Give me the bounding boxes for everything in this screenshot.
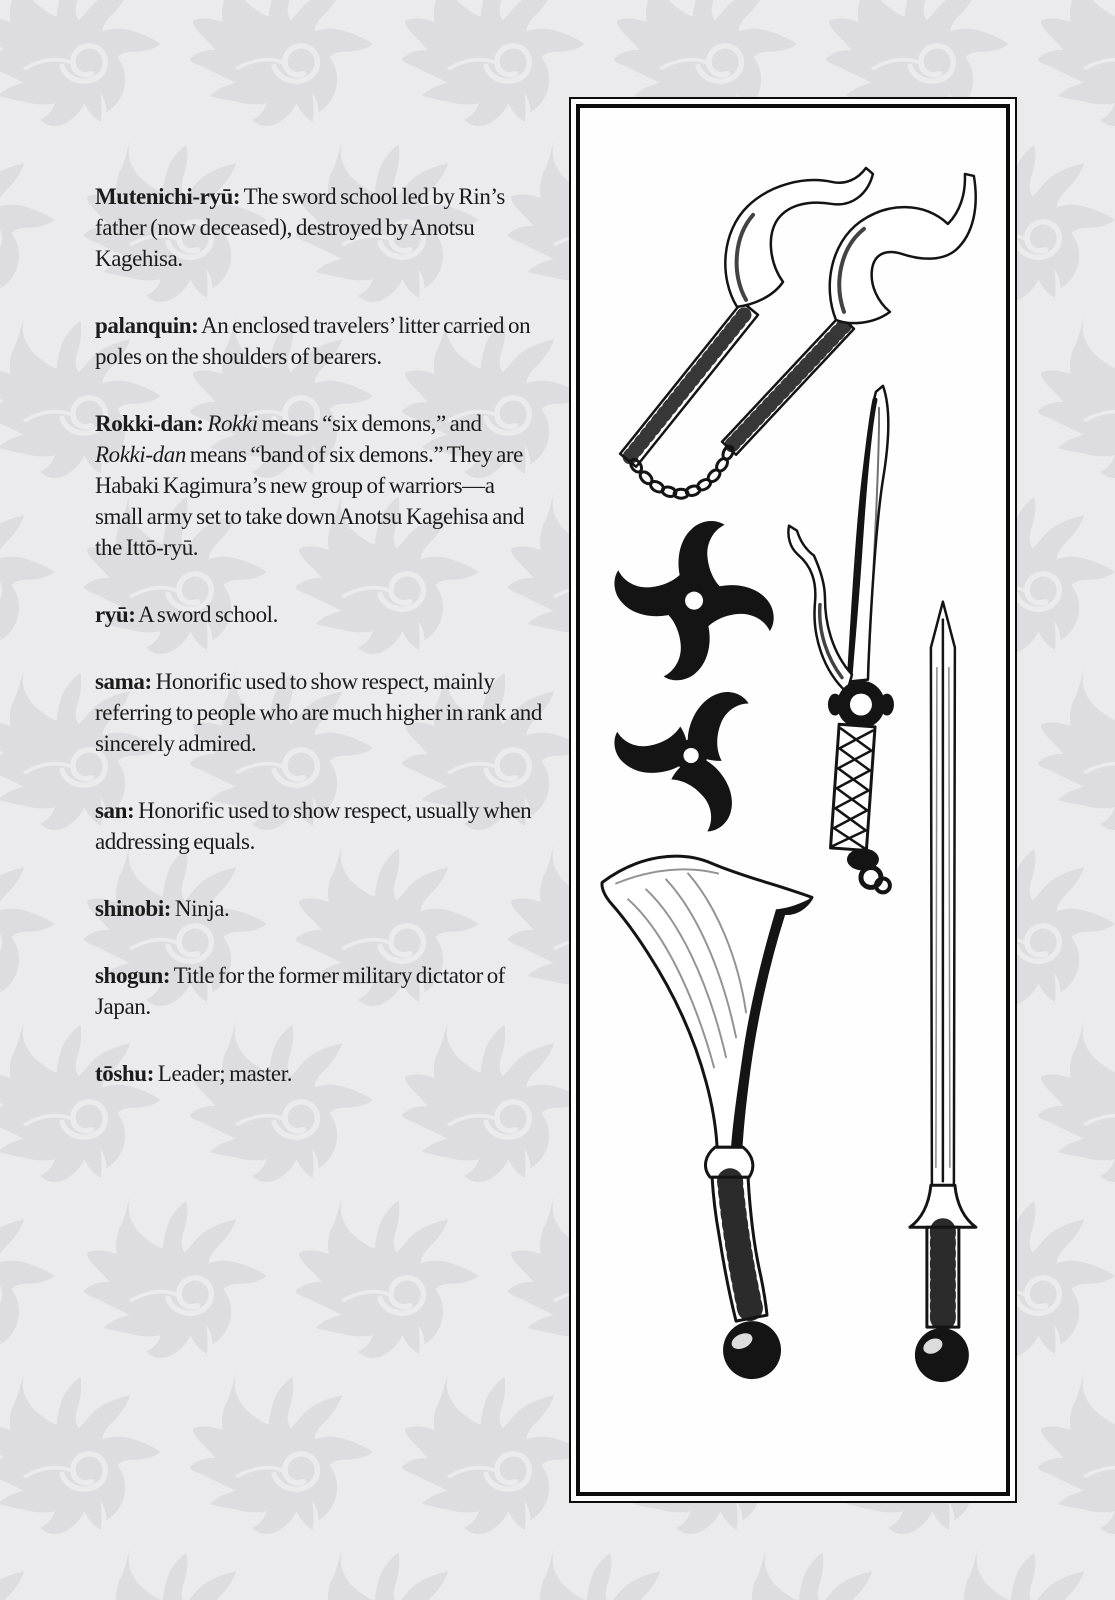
three-point-shuriken-icon: [613, 680, 757, 837]
glossary-text-column: [95, 181, 543, 1125]
four-point-shuriken-icon: [611, 517, 777, 683]
glossary-term: palanquin:: [95, 313, 199, 338]
glossary-definition: Ninja.: [171, 896, 230, 921]
glossary-entry-san: [95, 795, 543, 857]
weapons-panel-frame: [569, 97, 1017, 1503]
falx-blade-icon: [602, 856, 812, 1379]
glossary-definition: Honorific used to show respect, mainly referring to people who are much higher in rank and sincerely admired.: [95, 669, 543, 756]
glossary-entry-shogun: [95, 960, 543, 1022]
glossary-term: tōshu:: [95, 1061, 154, 1086]
glossary-italic-word: Rokki: [207, 411, 258, 436]
glossary-definition: Title for the former military dictator of Japan.: [95, 963, 506, 1019]
glossary-entry-ryu: [95, 599, 543, 630]
glossary-italic-word: Rokki-dan: [95, 442, 186, 467]
glossary-term: Mutenichi-ryū:: [95, 184, 241, 209]
kusarigama-icon: [620, 168, 976, 498]
glossary-term: ryū:: [95, 602, 136, 627]
glossary-entry-rokki-dan: [95, 408, 543, 563]
glossary-term: san:: [95, 798, 135, 823]
glossary-definition: Leader; master.: [153, 1061, 293, 1086]
sai-sword-icon: [788, 386, 894, 893]
glossary-entry-mutenichi-ryu: [95, 181, 543, 274]
glossary-definition: means “band of six demons.” They are Habaki Kagimura’s new group of warriors—a small army set to take down Anotsu Kagehisa and the Ittō-ryū.: [95, 442, 525, 560]
glossary-term: shinobi:: [95, 896, 172, 921]
glossary-definition: A sword school.: [135, 602, 279, 627]
glossary-term: Rokki-dan:: [95, 411, 204, 436]
glossary-definition: The sword school led by Rin’s father (now deceased), destroyed by Anotsu Kagehisa.: [95, 184, 505, 271]
weapons-illustration: [580, 108, 1006, 1492]
glossary-definition: An enclosed travelers’ litter carried on poles on the shoulders of bearers.: [95, 313, 531, 369]
glossary-entry-shinobi: [95, 893, 543, 924]
glossary-entry-sama: [95, 666, 543, 759]
glossary-term: sama:: [95, 669, 152, 694]
glossary-entry-toshu: [95, 1058, 543, 1089]
glossary-term: shogun:: [95, 963, 171, 988]
straight-sword-icon: [910, 602, 976, 1382]
weapons-panel-inner-frame: [576, 104, 1010, 1496]
glossary-definition: means “six demons,” and: [257, 411, 482, 436]
glossary-entry-palanquin: [95, 310, 543, 372]
glossary-definition: Honorific used to show respect, usually when addressing equals.: [95, 798, 532, 854]
